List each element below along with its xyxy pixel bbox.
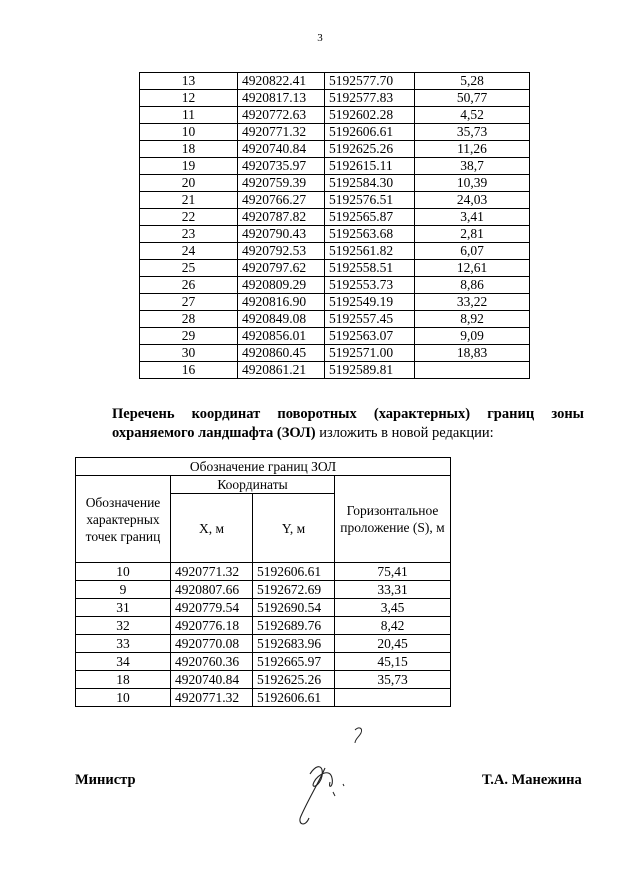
- x-coordinate-cell: 4920771.32: [238, 124, 325, 141]
- point-number-cell: 22: [140, 209, 238, 226]
- table-row: [140, 362, 530, 379]
- point-number-cell: 20: [140, 175, 238, 192]
- x-coordinate-cell: 4920849.08: [238, 311, 325, 328]
- x-coordinate-cell: 4920766.27: [238, 192, 325, 209]
- distance-cell: 75,41: [335, 563, 451, 581]
- table-row: [76, 581, 451, 599]
- table-row: [76, 653, 451, 671]
- x-coordinate-cell: 4920787.82: [238, 209, 325, 226]
- table-row: [76, 617, 451, 635]
- table-row: [76, 563, 451, 581]
- table-row: [140, 226, 530, 243]
- x-coordinate-cell: 4920861.21: [238, 362, 325, 379]
- y-coordinate-cell: 5192563.07: [325, 328, 415, 345]
- x-coordinate-cell: 4920797.62: [238, 260, 325, 277]
- y-coordinate-cell: 5192563.68: [325, 226, 415, 243]
- y-coordinate-cell: 5192549.19: [325, 294, 415, 311]
- table-row: [76, 635, 451, 653]
- x-coordinate-cell: 4920770.08: [171, 635, 253, 653]
- x-coordinate-cell: 4920792.53: [238, 243, 325, 260]
- distance-cell: 33,31: [335, 581, 451, 599]
- distance-cell: 50,77: [415, 90, 530, 107]
- distance-cell: 20,45: [335, 635, 451, 653]
- point-number-cell: 10: [140, 124, 238, 141]
- x-coordinate-cell: 4920822.41: [238, 73, 325, 90]
- point-number-cell: 25: [140, 260, 238, 277]
- distance-cell: 8,86: [415, 277, 530, 294]
- x-coordinate-cell: 4920771.32: [171, 563, 253, 581]
- point-number-cell: 13: [140, 73, 238, 90]
- x-coordinate-cell: 4920856.01: [238, 328, 325, 345]
- y-coordinate-cell: 5192577.70: [325, 73, 415, 90]
- y-coordinate-cell: 5192589.81: [325, 362, 415, 379]
- paragraph-line-2-bold: охраняемого ландшафта (ЗОЛ): [112, 425, 316, 441]
- x-coordinate-cell: 4920807.66: [171, 581, 253, 599]
- point-number-cell: 32: [76, 617, 171, 635]
- point-number-cell: 18: [140, 141, 238, 158]
- table-row: [76, 689, 451, 707]
- x-coordinate-cell: 4920772.63: [238, 107, 325, 124]
- point-number-cell: 23: [140, 226, 238, 243]
- table-caption: Обозначение границ ЗОЛ: [76, 458, 451, 476]
- y-coordinate-cell: 5192557.45: [325, 311, 415, 328]
- distance-cell: 9,09: [415, 328, 530, 345]
- point-number-cell: 21: [140, 192, 238, 209]
- y-coordinate-cell: 5192606.61: [253, 563, 335, 581]
- point-number-cell: 30: [140, 345, 238, 362]
- table-row: [140, 175, 530, 192]
- zol-boundaries-table: [75, 457, 451, 707]
- x-coordinate-cell: 4920817.13: [238, 90, 325, 107]
- y-coordinate-cell: 5192689.76: [253, 617, 335, 635]
- distance-cell: 33,22: [415, 294, 530, 311]
- x-coordinate-cell: 4920735.97: [238, 158, 325, 175]
- point-number-cell: 12: [140, 90, 238, 107]
- distance-cell: 6,07: [415, 243, 530, 260]
- distance-cell: 2,81: [415, 226, 530, 243]
- y-coordinate-cell: 5192625.26: [325, 141, 415, 158]
- y-coordinate-cell: 5192606.61: [325, 124, 415, 141]
- table-row: [140, 311, 530, 328]
- table-row: [140, 243, 530, 260]
- table-row: [140, 345, 530, 362]
- y-coordinate-cell: 5192558.51: [325, 260, 415, 277]
- distance-cell: 3,45: [335, 599, 451, 617]
- distance-cell: 35,73: [415, 124, 530, 141]
- coordinates-table-body: [140, 73, 530, 379]
- x-coordinate-cell: 4920740.84: [238, 141, 325, 158]
- distance-cell: 8,92: [415, 311, 530, 328]
- instruction-paragraph: [112, 405, 584, 443]
- point-number-cell: 34: [76, 653, 171, 671]
- x-coordinate-cell: 4920779.54: [171, 599, 253, 617]
- point-number-cell: 24: [140, 243, 238, 260]
- header-coordinates: Координаты: [171, 476, 335, 494]
- zol-table-body: [76, 563, 451, 707]
- point-number-cell: 31: [76, 599, 171, 617]
- point-number-cell: 11: [140, 107, 238, 124]
- x-coordinate-cell: 4920771.32: [171, 689, 253, 707]
- handwritten-signature: [285, 722, 375, 832]
- point-number-cell: 27: [140, 294, 238, 311]
- point-number-cell: 19: [140, 158, 238, 175]
- x-coordinate-cell: 4920809.29: [238, 277, 325, 294]
- y-coordinate-cell: 5192576.51: [325, 192, 415, 209]
- point-number-cell: 29: [140, 328, 238, 345]
- table-row: [76, 599, 451, 617]
- point-number-cell: 26: [140, 277, 238, 294]
- distance-cell: 8,42: [335, 617, 451, 635]
- distance-cell: 24,03: [415, 192, 530, 209]
- table-row: [140, 90, 530, 107]
- header-y: Y, м: [253, 494, 335, 563]
- y-coordinate-cell: 5192584.30: [325, 175, 415, 192]
- y-coordinate-cell: 5192606.61: [253, 689, 335, 707]
- paragraph-line-2-rest: изложить в новой редакции:: [315, 425, 494, 441]
- x-coordinate-cell: 4920860.45: [238, 345, 325, 362]
- x-coordinate-cell: 4920776.18: [171, 617, 253, 635]
- table-row: [140, 209, 530, 226]
- y-coordinate-cell: 5192553.73: [325, 277, 415, 294]
- table-row: [140, 192, 530, 209]
- y-coordinate-cell: 5192602.28: [325, 107, 415, 124]
- signatory-name: Т.А. Манежина: [482, 772, 582, 788]
- table-row: [140, 107, 530, 124]
- point-number-cell: 10: [76, 563, 171, 581]
- table-row: [140, 294, 530, 311]
- distance-cell: [335, 689, 451, 707]
- paragraph-line-1: Перечень координат поворотных (характерных) границ зоны: [112, 406, 584, 422]
- distance-cell: [415, 362, 530, 379]
- distance-cell: 5,28: [415, 73, 530, 90]
- point-number-cell: 28: [140, 311, 238, 328]
- y-coordinate-cell: 5192683.96: [253, 635, 335, 653]
- distance-cell: 35,73: [335, 671, 451, 689]
- header-horizontal-distance: Горизонтальное проложение (S), м: [335, 476, 451, 563]
- x-coordinate-cell: 4920759.39: [238, 175, 325, 192]
- y-coordinate-cell: 5192625.26: [253, 671, 335, 689]
- x-coordinate-cell: 4920790.43: [238, 226, 325, 243]
- y-coordinate-cell: 5192565.87: [325, 209, 415, 226]
- point-number-cell: 10: [76, 689, 171, 707]
- x-coordinate-cell: 4920816.90: [238, 294, 325, 311]
- distance-cell: 4,52: [415, 107, 530, 124]
- point-number-cell: 9: [76, 581, 171, 599]
- table-row: [140, 158, 530, 175]
- distance-cell: 10,39: [415, 175, 530, 192]
- y-coordinate-cell: 5192672.69: [253, 581, 335, 599]
- table-row: [76, 671, 451, 689]
- distance-cell: 12,61: [415, 260, 530, 277]
- coordinates-table-continued: [139, 72, 530, 379]
- y-coordinate-cell: 5192690.54: [253, 599, 335, 617]
- y-coordinate-cell: 5192665.97: [253, 653, 335, 671]
- y-coordinate-cell: 5192571.00: [325, 345, 415, 362]
- page-number: 3: [317, 32, 323, 44]
- distance-cell: 38,7: [415, 158, 530, 175]
- distance-cell: 18,83: [415, 345, 530, 362]
- header-x: X, м: [171, 494, 253, 563]
- x-coordinate-cell: 4920740.84: [171, 671, 253, 689]
- y-coordinate-cell: 5192577.83: [325, 90, 415, 107]
- point-number-cell: 33: [76, 635, 171, 653]
- distance-cell: 11,26: [415, 141, 530, 158]
- y-coordinate-cell: 5192615.11: [325, 158, 415, 175]
- distance-cell: 3,41: [415, 209, 530, 226]
- signatory-title: Министр: [75, 772, 136, 788]
- distance-cell: 45,15: [335, 653, 451, 671]
- table-row: [140, 328, 530, 345]
- y-coordinate-cell: 5192561.82: [325, 243, 415, 260]
- table-row: [140, 141, 530, 158]
- table-row: [140, 73, 530, 90]
- table-row: [140, 260, 530, 277]
- table-row: [140, 124, 530, 141]
- table-row: [140, 277, 530, 294]
- x-coordinate-cell: 4920760.36: [171, 653, 253, 671]
- header-points: Обозначение характерных точек границ: [76, 476, 171, 563]
- point-number-cell: 18: [76, 671, 171, 689]
- point-number-cell: 16: [140, 362, 238, 379]
